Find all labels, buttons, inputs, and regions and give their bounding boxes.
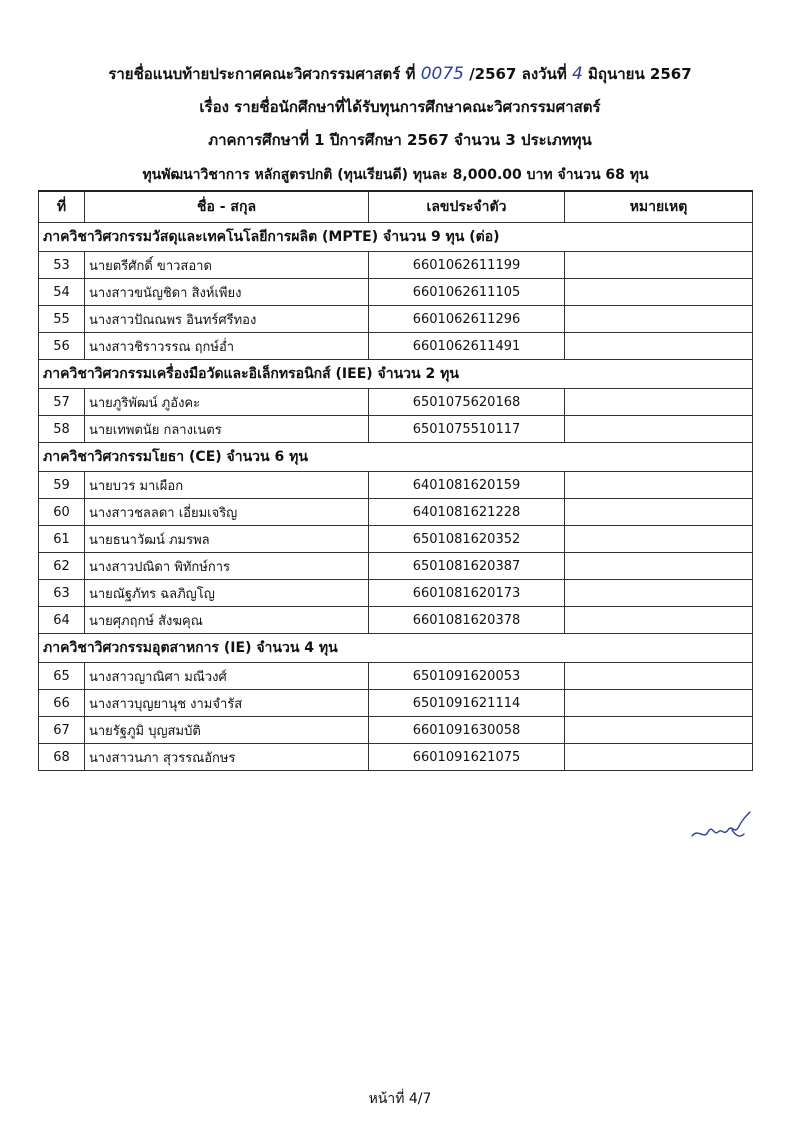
row-number: 54 [39, 279, 85, 306]
student-name: นางสาวปณิดา พิทักษ์การ [85, 553, 369, 580]
note [565, 306, 753, 333]
student-name: นายภูริพัฒน์ ภูอังคะ [85, 389, 369, 416]
student-name: นายรัฐภูมิ บุญสมบัติ [85, 717, 369, 744]
note [565, 279, 753, 306]
student-id: 6601062611105 [369, 279, 565, 306]
table-row [39, 553, 753, 580]
student-name: นายเทพตนัย กลางเนตร [85, 416, 369, 443]
row-number: 59 [39, 472, 85, 499]
table-row [39, 306, 753, 333]
note [565, 580, 753, 607]
student-name: นายบวร มาเผือก [85, 472, 369, 499]
table-header-row [39, 191, 753, 223]
table-row [39, 717, 753, 744]
header-line-1-mid: /2567 ลงวันที่ [469, 65, 567, 83]
column-header-student-id: เลขประจำตัว [369, 191, 565, 223]
note [565, 690, 753, 717]
student-name: นางสาวนภา สุวรรณอักษร [85, 744, 369, 771]
note [565, 717, 753, 744]
table-title: ทุนพัฒนาวิชาการ หลักสูตรปกติ (ทุนเรียนดี) ทุนละ 8,000.00 บาท จำนวน 68 ทุน [39, 160, 753, 191]
row-number: 55 [39, 306, 85, 333]
student-id: 6501075620168 [369, 389, 565, 416]
section-row [39, 634, 753, 663]
row-number: 60 [39, 499, 85, 526]
student-id: 6601081620173 [369, 580, 565, 607]
note [565, 663, 753, 690]
row-number: 67 [39, 717, 85, 744]
header-line-1 [0, 62, 800, 86]
table-row [39, 580, 753, 607]
section-title: ภาควิชาวิศวกรรมเครื่องมือวัดและอิเล็กทรอนิกส์ (IEE) จำนวน 2 ทุน [39, 360, 753, 389]
student-id: 6501091620053 [369, 663, 565, 690]
announcement-number: 0075 [420, 64, 464, 84]
row-number: 53 [39, 252, 85, 279]
student-name: นายธนาวัฒน์ ภมรพล [85, 526, 369, 553]
table-row [39, 663, 753, 690]
student-id: 6601091630058 [369, 717, 565, 744]
section-title: ภาควิชาวิศวกรรมอุตสาหการ (IE) จำนวน 4 ทุน [39, 634, 753, 663]
note [565, 744, 753, 771]
row-number: 57 [39, 389, 85, 416]
section-row [39, 443, 753, 472]
handwritten-signature [688, 806, 758, 846]
student-id: 6501081620387 [369, 553, 565, 580]
row-number: 56 [39, 333, 85, 360]
header-line-1-suffix: มิถุนายน 2567 [588, 65, 692, 83]
announcement-day: 4 [571, 64, 583, 84]
row-number: 68 [39, 744, 85, 771]
table-body [39, 160, 753, 771]
table-row [39, 252, 753, 279]
student-id: 6601062611491 [369, 333, 565, 360]
table-row [39, 472, 753, 499]
student-id: 6501081620352 [369, 526, 565, 553]
note [565, 252, 753, 279]
column-header-name: ชื่อ - สกุล [85, 191, 369, 223]
student-id: 6601062611296 [369, 306, 565, 333]
table-title-row [39, 160, 753, 191]
row-number: 65 [39, 663, 85, 690]
table-row [39, 690, 753, 717]
column-header-no: ที่ [39, 191, 85, 223]
section-title: ภาควิชาวิศวกรรมวัสดุและเทคโนโลยีการผลิต (MPTE) จำนวน 9 ทุน (ต่อ) [39, 223, 753, 252]
row-number: 58 [39, 416, 85, 443]
student-name: นางสาวบุญยานุช งามจำรัส [85, 690, 369, 717]
row-number: 61 [39, 526, 85, 553]
section-row [39, 223, 753, 252]
table-row [39, 526, 753, 553]
student-name: นางสาวปัณณพร อินทร์ศรีทอง [85, 306, 369, 333]
student-name: นางสาวชลลดา เอี่ยมเจริญ [85, 499, 369, 526]
note [565, 389, 753, 416]
table-row [39, 744, 753, 771]
table-row [39, 279, 753, 306]
header-line-2: เรื่อง รายชื่อนักศึกษาที่ได้รับทุนการศึกษาคณะวิศวกรรมศาสตร์ [199, 98, 601, 116]
page-number: หน้าที่ 4/7 [368, 1091, 432, 1107]
student-id: 6601062611199 [369, 252, 565, 279]
student-id: 6501075510117 [369, 416, 565, 443]
header-line-1-prefix: รายชื่อแนบท้ายประกาศคณะวิศวกรรมศาสตร์ ที่ [108, 65, 416, 83]
row-number: 62 [39, 553, 85, 580]
row-number: 64 [39, 607, 85, 634]
note [565, 416, 753, 443]
student-name: นางสาวขนัญชิดา สิงห์เพียง [85, 279, 369, 306]
section-row [39, 360, 753, 389]
note [565, 472, 753, 499]
table-row [39, 333, 753, 360]
student-name: นายศุภฤกษ์ สังฆคุณ [85, 607, 369, 634]
note [565, 333, 753, 360]
student-name: นายณัฐภัทร ฉลภิญโญ [85, 580, 369, 607]
row-number: 63 [39, 580, 85, 607]
student-name: นายตรีศักดิ์ ขาวสอาด [85, 252, 369, 279]
table-row [39, 607, 753, 634]
student-name: นางสาวชิราวรรณ ฤกษ์อ่ำ [85, 333, 369, 360]
student-id: 6601081620378 [369, 607, 565, 634]
table-row [39, 416, 753, 443]
header-line-3: ภาคการศึกษาที่ 1 ปีการศึกษา 2567 จำนวน 3 ประเภททุน [208, 131, 592, 149]
student-name: นางสาวญาณิศา มณีวงศ์ [85, 663, 369, 690]
scholarship-table [38, 160, 753, 771]
note [565, 526, 753, 553]
row-number: 66 [39, 690, 85, 717]
table-row [39, 389, 753, 416]
note [565, 607, 753, 634]
student-id: 6401081621228 [369, 499, 565, 526]
note [565, 553, 753, 580]
student-id: 6401081620159 [369, 472, 565, 499]
section-title: ภาควิชาวิศวกรรมโยธา (CE) จำนวน 6 ทุน [39, 443, 753, 472]
column-header-note: หมายเหตุ [565, 191, 753, 223]
student-id: 6501091621114 [369, 690, 565, 717]
note [565, 499, 753, 526]
student-id: 6601091621075 [369, 744, 565, 771]
table-row [39, 499, 753, 526]
